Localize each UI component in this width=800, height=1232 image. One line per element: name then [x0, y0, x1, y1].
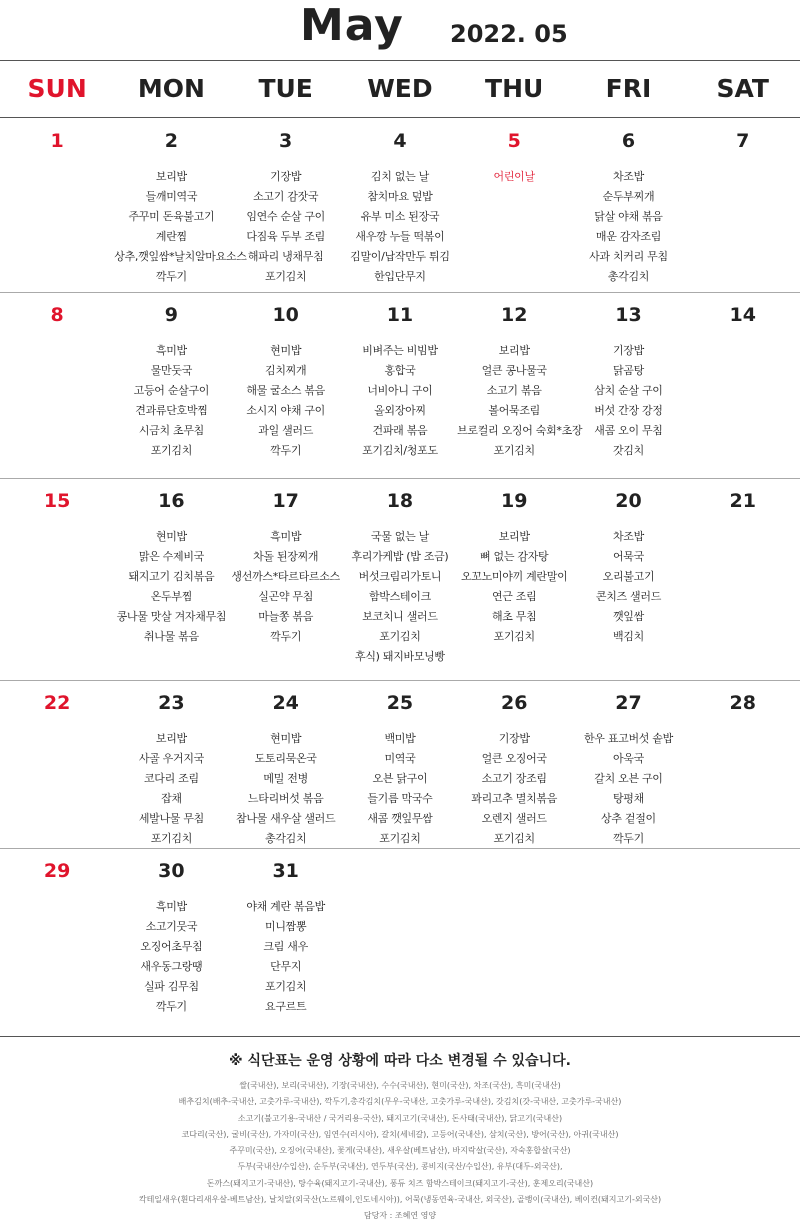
day-cell	[229, 292, 343, 478]
menu-item: 오렌지 샐러드	[481, 812, 547, 825]
day-number: 21	[729, 490, 756, 512]
day-cell	[0, 118, 114, 292]
menu-item: 총각김치	[607, 270, 650, 283]
menu-item: 깍두기	[612, 832, 644, 845]
menu-item: 뼈 없는 감자탕	[480, 550, 549, 563]
day-menu	[343, 527, 457, 667]
menu-item: 상추 겉절이	[601, 812, 656, 825]
day-number: 5	[507, 130, 521, 152]
day-cell	[0, 848, 114, 1036]
day-cell	[457, 478, 571, 680]
day-cell	[686, 292, 800, 478]
menu-item: 사과 치커리 무침	[589, 250, 668, 263]
menu-item: 참치마요 덮밥	[367, 190, 433, 203]
menu-item: 요구르트	[265, 1000, 307, 1013]
menu-item: 야채 계란 볶음밥	[246, 900, 325, 913]
origin-line: 담당자 : 조혜연 영양	[363, 1211, 437, 1221]
day-cell	[686, 118, 800, 292]
menu-item: 너비아니 구이	[367, 384, 433, 397]
day-number: 3	[279, 130, 293, 152]
menu-item: 미역국	[384, 752, 416, 765]
day-cell	[343, 680, 457, 848]
day-cell	[0, 478, 114, 680]
menu-item: 차조밥	[612, 170, 644, 183]
menu-item: 주꾸미 돈육불고기	[128, 210, 215, 223]
menu-item: 흑미밥	[270, 530, 302, 543]
day-menu	[457, 527, 571, 647]
origin-line: 소고기(불고기용-국내산 / 국거리용-국산), 돼지고기(국내산), 돈사태(국내산), 닭고기(국내산)	[237, 1113, 563, 1123]
day-number: 20	[615, 490, 642, 512]
day-menu	[343, 167, 457, 287]
day-number: 8	[50, 304, 64, 326]
menu-item: 깻잎쌈	[612, 610, 644, 623]
day-menu	[114, 167, 247, 287]
menu-item: 포기김치	[493, 832, 535, 845]
day-number: 22	[43, 692, 71, 714]
day-menu	[571, 729, 685, 849]
menu-item: 새콤 오이 무침	[594, 424, 663, 437]
weekday-header-row	[0, 62, 800, 116]
menu-item: 세발나물 무침	[138, 812, 204, 825]
menu-item: 현미밥	[155, 530, 187, 543]
day-menu	[343, 729, 457, 849]
menu-item: 포기김치	[493, 444, 535, 457]
menu-item: 임연수 순살 구이	[246, 210, 325, 223]
menu-item: 견과류단호박찜	[135, 404, 208, 417]
day-cell	[686, 478, 800, 680]
menu-item: 얼큰 오징어국	[481, 752, 547, 765]
menu-item: 코다리 조림	[143, 772, 199, 785]
menu-item: 삼치 순살 구이	[594, 384, 663, 397]
menu-item: 얼큰 콩나물국	[481, 364, 547, 377]
menu-item: 올외장아찌	[374, 404, 426, 417]
menu-item: 물만둣국	[150, 364, 193, 377]
day-cell	[229, 848, 343, 1036]
grid-bottom-divider	[0, 1036, 800, 1037]
menu-item: 유부 미소 된장국	[360, 210, 440, 223]
menu-item: 돼지고기 김치볶음	[128, 570, 215, 583]
origin-line: 주꾸미(국산), 오징어(국내산), 꽃게(국내산), 새우살(베트남산), 바지락살(국산), 자숙홍합살(국산)	[229, 1146, 571, 1156]
origin-line: 배추김치(배추-국내산, 고춧가루-국내산), 깍두기,총각김치(무우-국내산, 고춧가루-국내산), 갓김치(갓-국내산, 고춧가루-국내산)	[178, 1097, 622, 1107]
menu-item: 고등어 순살구이	[133, 384, 210, 397]
menu-item: 오징어초무침	[140, 940, 203, 953]
day-cell	[0, 680, 114, 848]
menu-item: 취나물 볶음	[143, 630, 199, 643]
weekday-thu: THU	[485, 74, 544, 103]
menu-item: 콩나물 맛살 겨자채무침	[116, 610, 227, 623]
menu-item: 매운 감자조림	[595, 230, 662, 243]
day-menu	[114, 729, 228, 849]
day-menu	[457, 341, 583, 461]
header-divider	[0, 60, 800, 61]
menu-item: 해초 무침	[491, 610, 537, 623]
menu-item: 들깨미역국	[145, 190, 198, 203]
menu-item: 현미밥	[270, 344, 302, 357]
day-number: 18	[386, 490, 414, 512]
day-cell	[571, 478, 685, 680]
day-number: 30	[158, 860, 185, 882]
day-menu	[343, 341, 457, 461]
menu-item: 후리가케밥 (밥 조금)	[351, 550, 449, 563]
day-cell	[114, 292, 228, 478]
menu-item: 볼어묵조림	[488, 404, 541, 417]
menu-item: 백미밥	[384, 732, 416, 745]
day-number: 19	[500, 490, 528, 512]
day-number: 29	[43, 860, 71, 882]
day-number: 23	[158, 692, 185, 714]
menu-item: 보리밥	[498, 344, 530, 357]
day-number: 4	[393, 130, 407, 152]
menu-item: 잡채	[161, 792, 182, 805]
menu-item: 비벼주는 비빔밥	[362, 344, 438, 357]
menu-item: 보리밥	[498, 530, 530, 543]
day-number: 16	[158, 490, 185, 512]
day-number: 26	[500, 692, 528, 714]
day-number: 12	[500, 304, 528, 326]
menu-item: 포기김치	[150, 832, 193, 845]
menu-item: 닭곰탕	[612, 364, 644, 377]
holiday-label: 어린이날	[493, 170, 535, 183]
day-number: 24	[272, 692, 299, 714]
menu-item: 소고기 감잣국	[253, 190, 319, 203]
menu-item: 오꼬노미야끼 계란말이	[460, 570, 568, 583]
menu-item: 맑은 수제비국	[138, 550, 204, 563]
day-number	[571, 858, 685, 884]
menu-item: 한입단무지	[374, 270, 426, 283]
origin-line: 칵테일새우(흰다리새우살-베트남산), 날치알(외국산(노르웨이,인도네시아)), 어묵(냉동연육-국내산, 외국산), 골뱅이(국내산), 베이컨(돼지고기-외국산)	[138, 1195, 662, 1205]
origin-line: 코다리(국산), 굴비(국산), 가자미(국산), 임연수(러시아), 갈치(세네갈), 고등어(국내산), 삼치(국산), 방어(국산), 아귀(국내산)	[181, 1129, 619, 1139]
day-number: 11	[386, 304, 414, 326]
day-number	[686, 858, 800, 884]
menu-item: 계란찜	[155, 230, 187, 243]
menu-item: 보리밥	[155, 732, 187, 745]
menu-item: 함박스테이크	[368, 590, 431, 603]
menu-item: 깍두기	[270, 444, 302, 457]
menu-item: 느타리버섯 볶음	[247, 792, 324, 805]
day-number: 14	[729, 304, 756, 326]
day-number: 28	[729, 692, 756, 714]
day-menu	[229, 167, 343, 287]
menu-item: 시금치 초무침	[138, 424, 204, 437]
menu-item: 기장밥	[498, 732, 530, 745]
day-menu	[571, 527, 685, 647]
menu-item: 실곤약 무침	[258, 590, 314, 603]
day-number: 13	[615, 304, 642, 326]
month-title: May	[300, 0, 404, 51]
day-number: 1	[50, 130, 64, 152]
weekday-tue: TUE	[258, 74, 313, 103]
day-menu	[457, 167, 571, 187]
day-cell	[571, 848, 685, 1036]
menu-item: 새우동그랑땡	[140, 960, 203, 973]
day-number	[457, 858, 571, 884]
day-cell	[686, 848, 800, 1036]
menu-item: 총각김치	[265, 832, 307, 845]
day-cell	[457, 292, 583, 478]
menu-item: 마늘쫑 볶음	[258, 610, 314, 623]
menu-item: 김말이/납작만두 튀김	[350, 250, 450, 263]
menu-item: 메밀 전병	[263, 772, 308, 785]
menu-item: 포기김치	[379, 832, 421, 845]
menu-item: 흑미밥	[155, 900, 187, 913]
menu-item: 소고기뭇국	[145, 920, 198, 933]
menu-item: 보코치니 샐러드	[362, 610, 438, 623]
day-cell	[114, 848, 228, 1036]
day-cell	[0, 292, 114, 478]
menu-item: 갈치 오븐 구이	[594, 772, 663, 785]
menu-item: 한우 표고버섯 솥밥	[583, 732, 673, 745]
menu-item: 새콤 깻잎무쌈	[367, 812, 433, 825]
day-cell	[457, 680, 571, 848]
day-number: 31	[272, 860, 299, 882]
menu-item: 순두부찌개	[602, 190, 655, 203]
menu-item: 참나물 새우살 샐러드	[236, 812, 336, 825]
menu-item: 흑미밥	[155, 344, 187, 357]
weekday-sat: SAT	[716, 74, 769, 103]
menu-item: 단무지	[270, 960, 302, 973]
day-menu	[571, 167, 685, 287]
menu-item: 깍두기	[270, 630, 302, 643]
day-cell	[229, 118, 343, 292]
day-cell	[457, 118, 571, 292]
menu-item: 포기김치/청포도	[362, 444, 438, 457]
origin-info	[0, 1078, 800, 1225]
menu-item: 포기김치	[150, 444, 193, 457]
menu-item: 현미밥	[270, 732, 302, 745]
menu-item: 상추,깻잎쌈*날치알마요소스	[114, 250, 247, 263]
menu-item: 기장밥	[612, 344, 644, 357]
menu-item: 김치찌개	[265, 364, 307, 377]
menu-item: 차조밥	[612, 530, 644, 543]
day-cell	[343, 118, 457, 292]
day-number: 2	[164, 130, 179, 152]
day-cell	[571, 118, 685, 292]
day-number: 6	[621, 130, 636, 152]
menu-item: 아욱국	[612, 752, 644, 765]
week-row	[0, 848, 800, 1036]
day-menu	[114, 527, 228, 647]
menu-item: 소시지 야채 구이	[246, 404, 325, 417]
menu-item: 버섯 간장 강정	[594, 404, 663, 417]
menu-item: 국물 없는 날	[370, 530, 429, 543]
day-menu	[229, 897, 343, 1017]
menu-item: 포기김치	[265, 270, 307, 283]
day-menu	[114, 897, 228, 1017]
origin-line: 쌀(국내산), 보리(국내산), 기장(국내산), 수수(국내산), 현미(국산), 차조(국산), 흑미(국내산)	[239, 1081, 561, 1090]
day-number: 27	[615, 692, 642, 714]
menu-footer	[0, 1040, 800, 1225]
week-row	[0, 478, 800, 680]
menu-item: 꽈리고추 멸치볶음	[471, 792, 558, 805]
day-menu	[571, 341, 685, 461]
menu-item: 들기름 막국수	[367, 792, 433, 805]
day-cell	[114, 478, 228, 680]
menu-item: 소고기 볶음	[486, 384, 542, 397]
day-cell	[114, 118, 247, 292]
day-cell	[457, 848, 571, 1036]
origin-line: 두부(국내산/수입산), 순두부(국내산), 연두부(국산), 콩비지(국산/수입산), 유부(대두-외국산),	[237, 1162, 563, 1172]
menu-item: 탕평채	[612, 792, 644, 805]
menu-item: 다짐육 두부 조림	[246, 230, 325, 243]
year-month: 2022. 05	[450, 20, 568, 48]
day-number: 10	[272, 304, 299, 326]
menu-item: 홍합국	[384, 364, 416, 377]
menu-item: 어묵국	[612, 550, 644, 563]
menu-item: 차돌 된장찌개	[253, 550, 319, 563]
menu-item: 닭살 야채 볶음	[594, 210, 663, 223]
day-cell	[571, 680, 685, 848]
menu-item: 깍두기	[155, 270, 187, 283]
day-menu	[457, 729, 571, 849]
menu-item: 후식) 돼지바모닝빵	[355, 650, 445, 663]
day-cell	[229, 478, 343, 680]
menu-item: 콘치즈 샐러드	[595, 590, 662, 603]
menu-item: 도토리묵온국	[254, 752, 317, 765]
calendar-header	[0, 0, 800, 60]
origin-line: 돈까스(돼지고기-국내산), 탕수육(돼지고기-국내산), 퐁듀 치즈 함박스테이크(돼지고기-국산), 훈제오리(국내산)	[206, 1178, 594, 1188]
menu-item: 포기김치	[493, 630, 535, 643]
day-cell	[343, 292, 457, 478]
day-number: 15	[43, 490, 71, 512]
menu-item: 해물 굴소스 볶음	[246, 384, 325, 397]
menu-item: 오리불고기	[602, 570, 655, 583]
week-row	[0, 680, 800, 848]
menu-item: 깍두기	[155, 1000, 187, 1013]
menu-item: 소고기 장조림	[481, 772, 547, 785]
menu-item: 보리밥	[155, 170, 187, 183]
day-cell	[343, 478, 457, 680]
menu-item: 버섯크림리가토니	[358, 570, 442, 583]
day-cell	[571, 292, 685, 478]
day-number: 9	[164, 304, 179, 326]
day-number	[343, 858, 457, 884]
weekday-sun: SUN	[27, 74, 87, 103]
day-cell	[229, 680, 343, 848]
menu-item: 미니짬뽕	[265, 920, 307, 933]
day-menu	[229, 729, 343, 849]
day-number: 25	[386, 692, 414, 714]
menu-item: 실파 김무침	[143, 980, 199, 993]
day-menu	[114, 341, 228, 461]
day-cell	[114, 680, 228, 848]
change-notice: ※ 식단표는 운영 상황에 따라 다소 변경될 수 있습니다.	[229, 1053, 571, 1069]
week-row	[0, 118, 800, 292]
menu-item: 건파래 볶음	[372, 424, 428, 437]
menu-item: 김치 없는 날	[370, 170, 429, 183]
day-cell	[343, 848, 457, 1036]
weekday-fri: FRI	[605, 74, 652, 103]
menu-item: 해파리 냉채무침	[247, 250, 324, 263]
day-number: 17	[272, 490, 299, 512]
menu-item: 크림 새우	[263, 940, 308, 953]
menu-item: 기장밥	[270, 170, 302, 183]
menu-item: 포기김치	[379, 630, 421, 643]
menu-item: 포기김치	[265, 980, 307, 993]
menu-item: 과일 샐러드	[258, 424, 314, 437]
menu-item: 연근 조림	[491, 590, 537, 603]
menu-item: 새우깡 누들 떡볶이	[355, 230, 445, 243]
weekday-mon: MON	[137, 74, 205, 103]
menu-item: 오븐 닭구이	[372, 772, 428, 785]
week-row	[0, 292, 800, 478]
day-menu	[229, 341, 343, 461]
day-menu	[229, 527, 343, 647]
menu-item: 갓김치	[612, 444, 644, 457]
menu-item: 백김치	[612, 630, 644, 643]
weekday-wed: WED	[367, 74, 433, 103]
day-cell	[686, 680, 800, 848]
menu-item: 사골 우거지국	[138, 752, 204, 765]
menu-item: 생선까스*타르타르소스	[231, 570, 340, 583]
day-number: 7	[736, 130, 750, 152]
menu-item: 온두부찜	[150, 590, 193, 603]
menu-item: 브로컬리 오징어 숙회*초장	[457, 424, 583, 437]
